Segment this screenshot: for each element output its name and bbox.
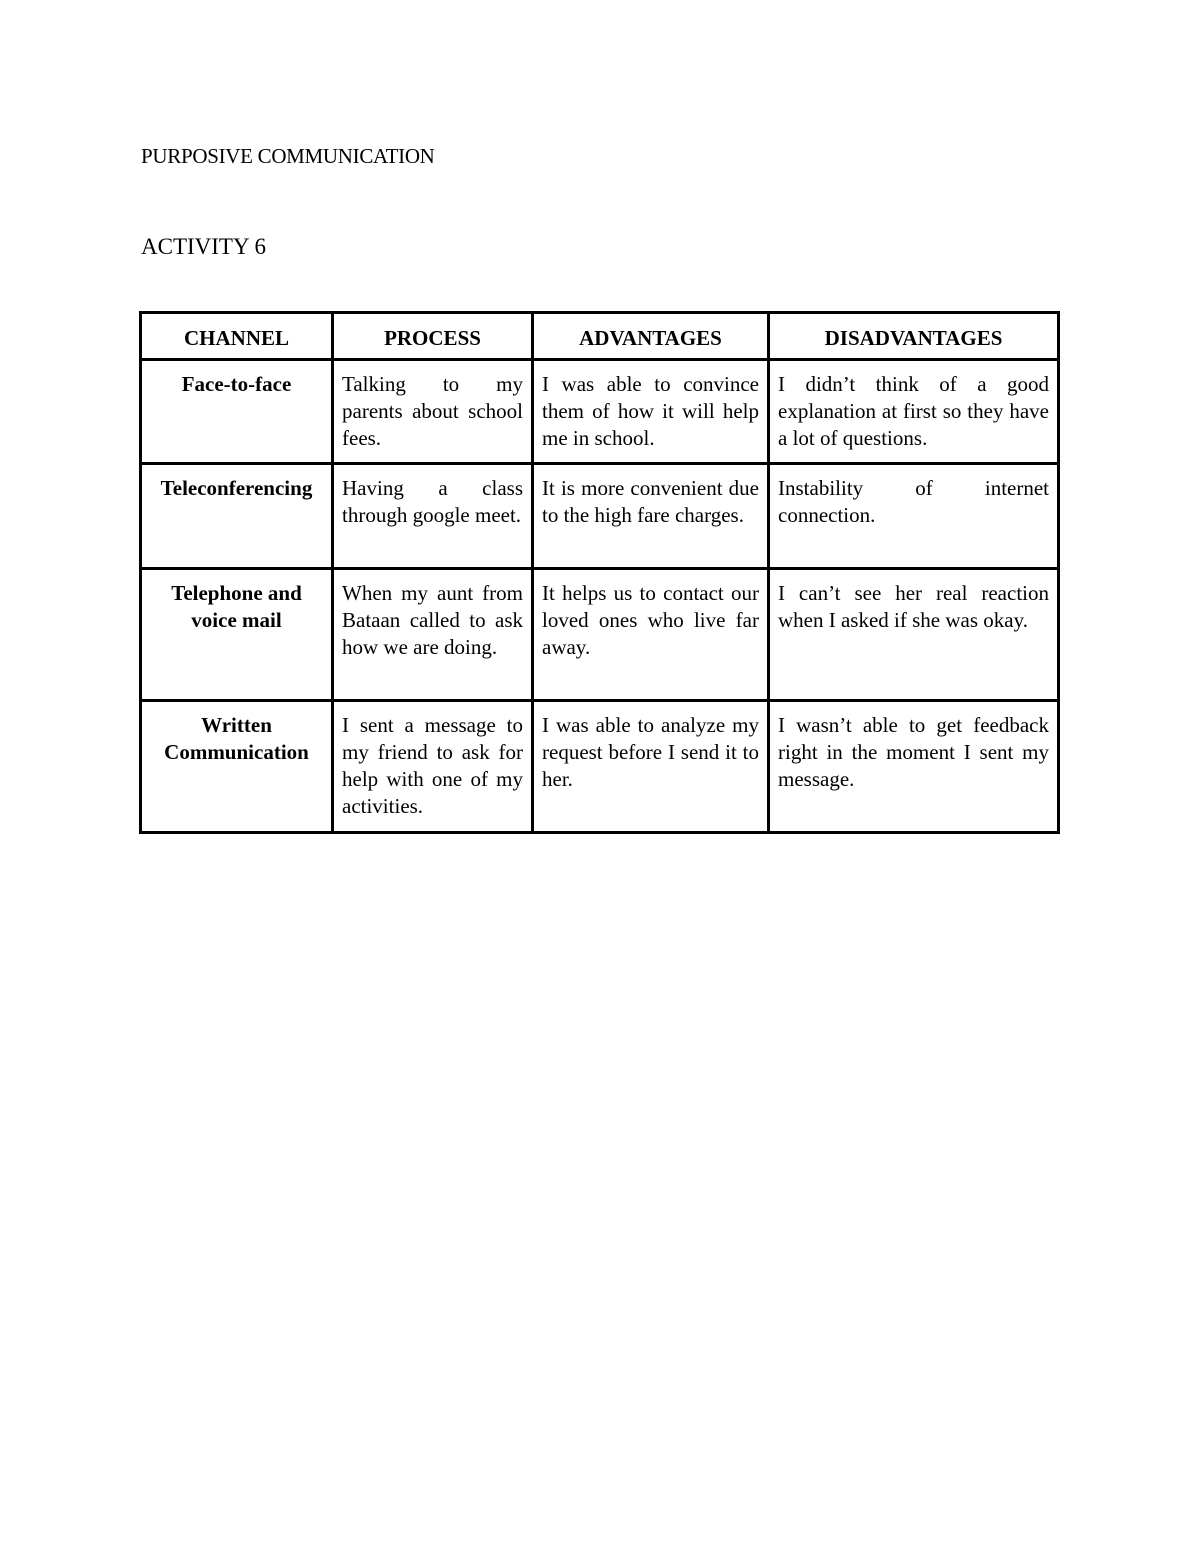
advantages-cell: It is more convenient due to the high fare charges.: [533, 464, 769, 569]
activity-title: ACTIVITY 6: [141, 234, 266, 259]
process-cell: Talking to my parents about school fees.: [333, 360, 533, 464]
table-row: [141, 569, 1059, 701]
document-header: PURPOSIVE COMMUNICATION: [141, 144, 435, 168]
column-header-process: PROCESS: [333, 313, 533, 360]
channel-cell: Teleconferencing: [141, 464, 333, 569]
channel-cell: Face-to-face: [141, 360, 333, 464]
disadvantages-cell: I wasn’t able to get feedback right in the moment I sent my message.: [769, 701, 1059, 833]
column-header-disadvantages: DISADVANTAGES: [769, 313, 1059, 360]
table-row: [141, 464, 1059, 569]
advantages-cell: It helps us to contact our loved ones who live far away.: [533, 569, 769, 701]
disadvantages-cell: I can’t see her real reaction when I asked if she was okay.: [769, 569, 1059, 701]
column-header-advantages: ADVANTAGES: [533, 313, 769, 360]
table-header-row: [141, 313, 1059, 360]
column-header-channel: CHANNEL: [141, 313, 333, 360]
advantages-cell: I was able to convince them of how it will help me in school.: [533, 360, 769, 464]
process-cell: I sent a message to my friend to ask for help with one of my activities.: [333, 701, 533, 833]
disadvantages-cell: Instability of internet connection.: [769, 464, 1059, 569]
process-cell: When my aunt from Bataan called to ask how we are doing.: [333, 569, 533, 701]
disadvantages-cell: I didn’t think of a good explanation at first so they have a lot of questions.: [769, 360, 1059, 464]
activity-table: [139, 311, 1060, 834]
channel-cell: Telephone and voice mail: [141, 569, 333, 701]
table-row: [141, 701, 1059, 833]
advantages-cell: I was able to analyze my request before I send it to her.: [533, 701, 769, 833]
channel-cell: Written Communication: [141, 701, 333, 833]
table-row: [141, 360, 1059, 464]
process-cell: Having a class through google meet.: [333, 464, 533, 569]
